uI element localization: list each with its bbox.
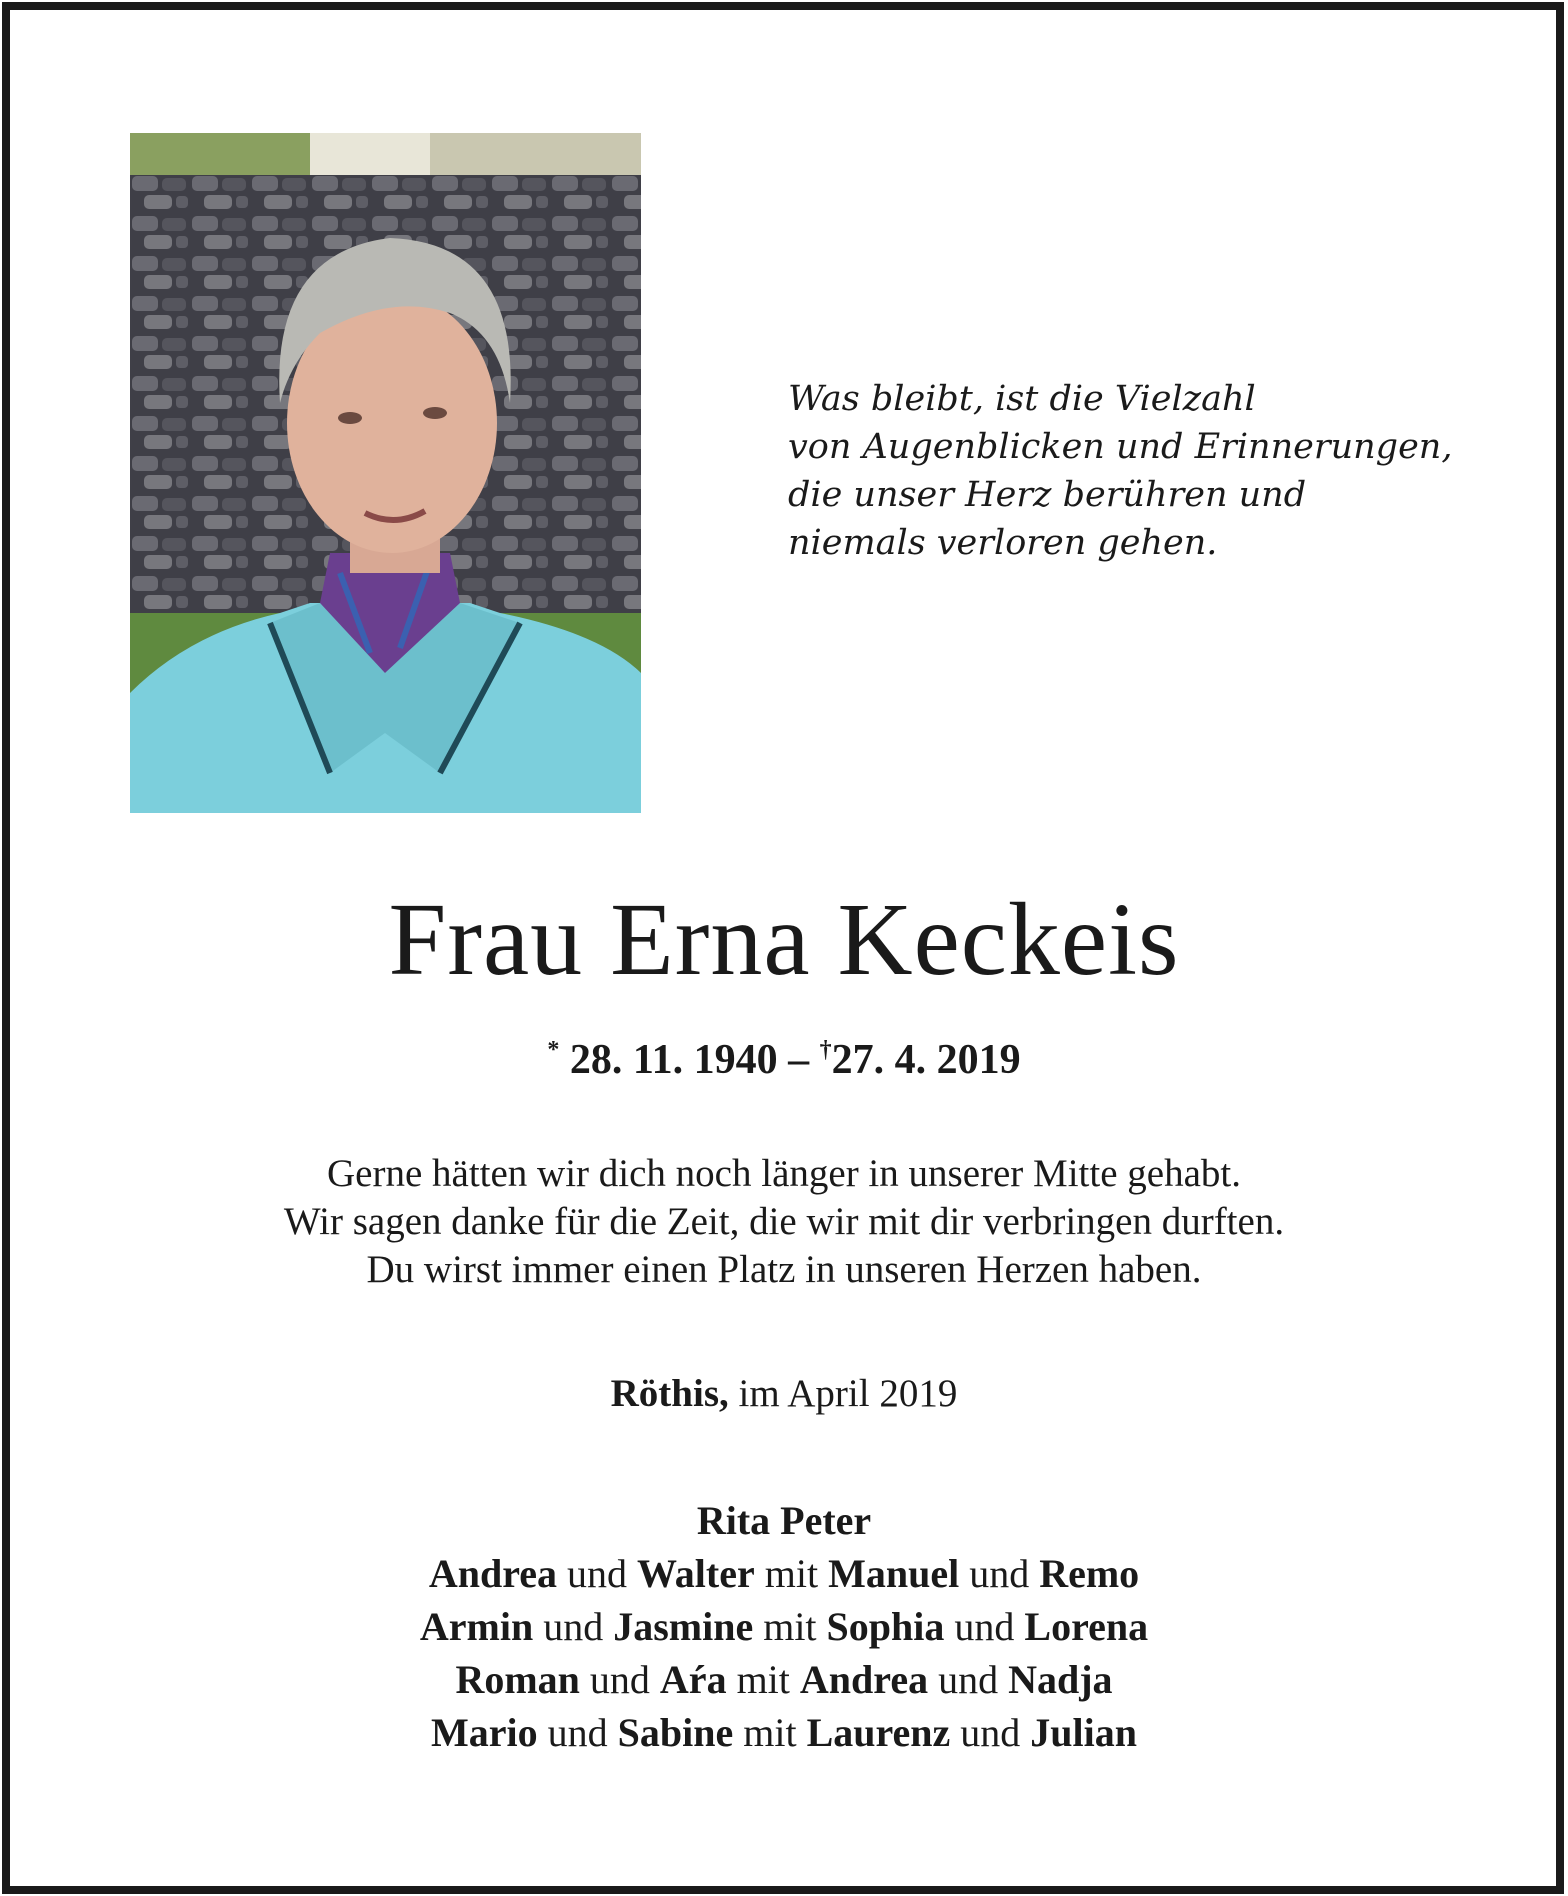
connector-word: mit — [736, 1657, 790, 1702]
quote-line: von Augenblicken und Erinnerungen, — [788, 427, 1453, 467]
message-line: Gerne hätten wir dich noch länger in unserer Mitte gehabt. — [326, 1152, 1241, 1195]
mourner-name: Sophia — [826, 1604, 945, 1649]
date-separator: – — [788, 1037, 810, 1083]
connector-word: und — [589, 1657, 650, 1702]
deceased-name: Frau Erna Keckeis — [388, 882, 1180, 997]
place-date: im April 2019 — [738, 1372, 958, 1415]
quote-line: niemals verloren gehen. — [788, 523, 1218, 563]
life-dates — [0, 1024, 1568, 1086]
message-line: Du wirst immer einen Platz in unseren Herzen haben. — [366, 1248, 1202, 1291]
mourners-line — [0, 1547, 1568, 1600]
mourner-name: Manuel — [828, 1551, 960, 1596]
place-and-date — [0, 1370, 1568, 1418]
connector-word: mit — [764, 1551, 819, 1596]
mourner-name: Walter — [637, 1551, 755, 1596]
portrait-photo — [130, 133, 641, 813]
portrait-image — [130, 133, 641, 813]
connector-word: und — [954, 1604, 1015, 1649]
connector-word: und — [567, 1551, 627, 1596]
farewell-message — [0, 1150, 1568, 1294]
message-line: Wir sagen danke für die Zeit, die wir mit dir verbringen durften. — [283, 1200, 1285, 1243]
mourner-name: Mario — [430, 1710, 538, 1755]
mourner-name: Andrea — [799, 1657, 929, 1702]
connector-word: und — [969, 1551, 1030, 1596]
mourner-name: Sabine — [617, 1710, 734, 1755]
mourner-name: Rita Peter — [696, 1498, 872, 1543]
mourner-name: Roman — [455, 1657, 580, 1702]
mourner-name: Armin — [419, 1604, 534, 1649]
mourner-name: Andrea — [428, 1551, 557, 1596]
death-symbol: † — [819, 1037, 832, 1063]
connector-word: und — [960, 1710, 1021, 1755]
mourner-name: Lorena — [1024, 1604, 1149, 1649]
mourners-line — [0, 1706, 1568, 1759]
mourner-name: Remo — [1039, 1551, 1140, 1596]
mourner-name: Julian — [1030, 1710, 1137, 1755]
birth-symbol: * — [547, 1037, 560, 1063]
quote-line: Was bleibt, ist die Vielzahl — [788, 379, 1256, 419]
mourner-name: Jasmine — [613, 1604, 754, 1649]
connector-word: und — [543, 1604, 604, 1649]
connector-word: und — [938, 1657, 999, 1702]
death-date: 27. 4. 2019 — [831, 1037, 1021, 1083]
quote-line: die unser Herz berühren und — [788, 475, 1307, 515]
memorial-quote — [788, 375, 1453, 567]
mourners-line — [0, 1494, 1568, 1547]
connector-word: und — [547, 1710, 608, 1755]
mourners-line — [0, 1653, 1568, 1706]
connector-word: mit — [743, 1710, 797, 1755]
birth-date: 28. 11. 1940 — [569, 1037, 778, 1083]
place-town: Röthis, — [610, 1372, 729, 1415]
mourner-name: Aŕa — [659, 1657, 727, 1702]
mourner-name: Nadja — [1008, 1657, 1113, 1702]
mourners-list — [0, 1494, 1568, 1759]
connector-word: mit — [763, 1604, 817, 1649]
mourner-name: Laurenz — [806, 1710, 951, 1755]
mourners-line — [0, 1600, 1568, 1653]
